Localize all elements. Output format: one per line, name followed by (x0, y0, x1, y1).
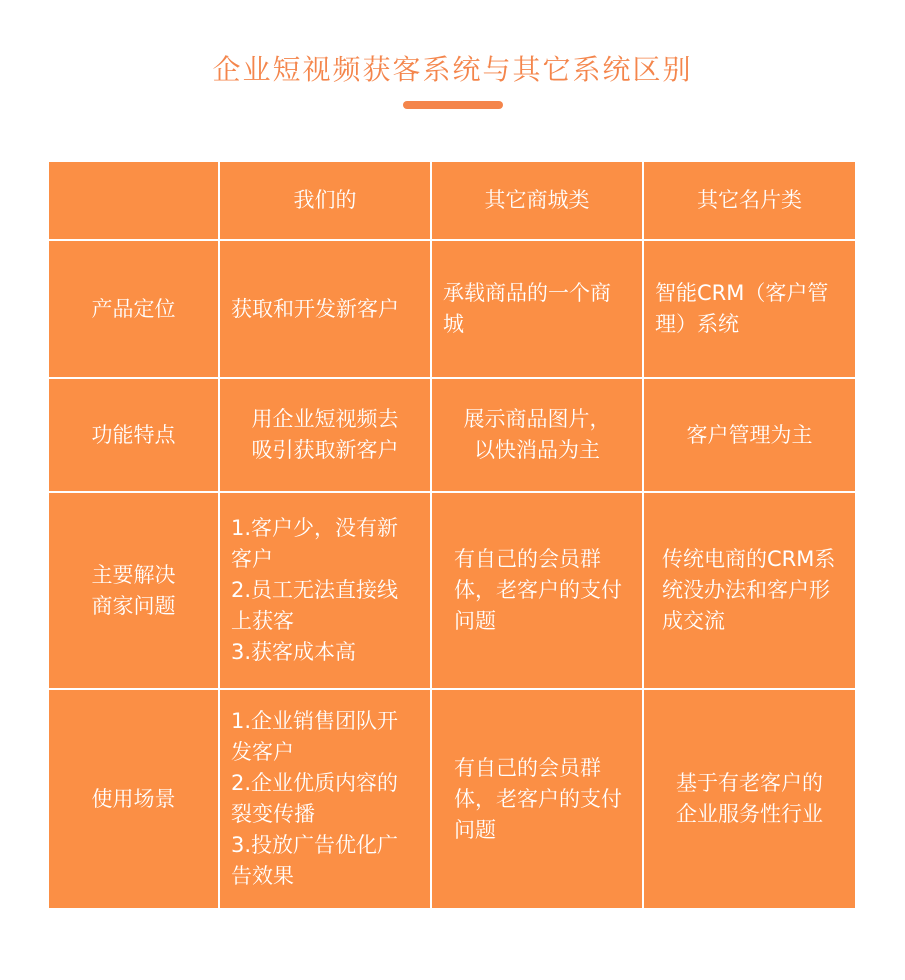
comparison-table (49, 162, 855, 908)
cell-ours: 1.企业销售团队开发客户 2.企业优质内容的裂变传播 3.投放广告优化广告效果 (219, 689, 431, 908)
table-row (49, 689, 855, 908)
cell-card: 传统电商的CRM系统没办法和客户形成交流 (643, 492, 855, 689)
row-label: 主要解决 商家问题 (49, 492, 219, 689)
cell-mall: 有自己的会员群体，老客户的支付问题 (431, 492, 643, 689)
header-row (49, 162, 855, 240)
table-row (49, 492, 855, 689)
cell-ours: 用企业短视频去 吸引获取新客户 (219, 378, 431, 492)
table-row (49, 240, 855, 378)
row-label: 产品定位 (49, 240, 219, 378)
cell-mall: 有自己的会员群体，老客户的支付问题 (431, 689, 643, 908)
cell-card: 客户管理为主 (643, 378, 855, 492)
page-title: 企业短视频获客系统与其它系统区别 (212, 53, 693, 86)
cell-mall: 展示商品图片， 以快消品为主 (431, 378, 643, 492)
cell-mall: 承载商品的一个商城 (431, 240, 643, 378)
table-row (49, 378, 855, 492)
row-label: 使用场景 (49, 689, 219, 908)
header-card: 其它名片类 (643, 162, 855, 240)
header-ours: 我们的 (219, 162, 431, 240)
title-underline (403, 101, 503, 109)
cell-ours: 1.客户少，没有新客户 2.员工无法直接线上获客 3.获客成本高 (219, 492, 431, 689)
cell-card: 智能CRM（客户管理）系统 (643, 240, 855, 378)
cell-card: 基于有老客户的 企业服务性行业 (643, 689, 855, 908)
cell-ours: 获取和开发新客户 (219, 240, 431, 378)
row-label: 功能特点 (49, 378, 219, 492)
header-empty-cell (49, 162, 219, 240)
header-mall: 其它商城类 (431, 162, 643, 240)
